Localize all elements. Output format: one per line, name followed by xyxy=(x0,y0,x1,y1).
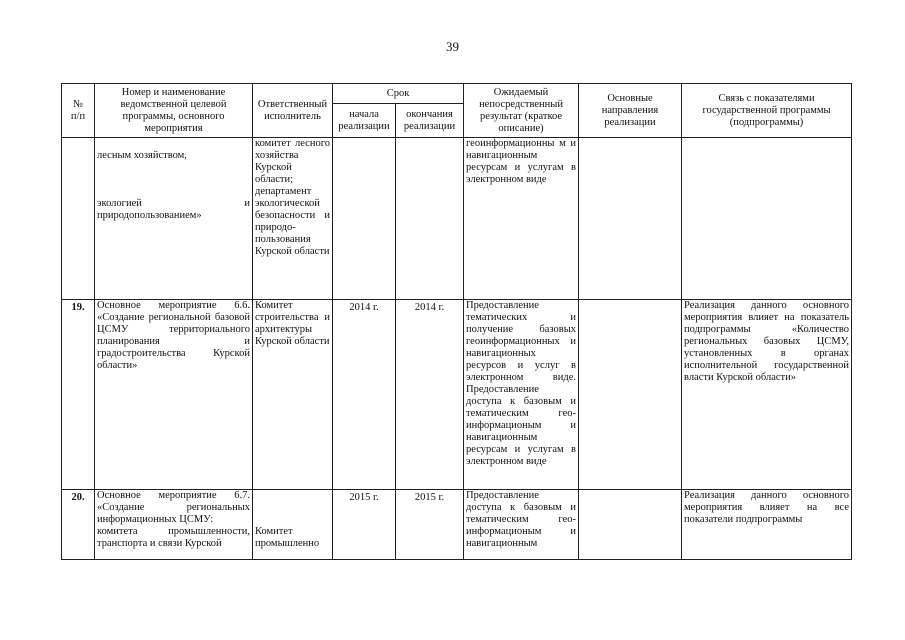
row-number: 20. xyxy=(62,490,95,560)
row-name-part-a: Основное мероприятие 6.7. «Создание региональных информационных ЦСМУ: xyxy=(97,490,250,525)
row-end: 2014 г. xyxy=(396,300,464,490)
table-row xyxy=(62,300,852,490)
program-table xyxy=(61,83,852,560)
row-start: 2015 г. xyxy=(333,490,396,560)
header-directions: Основные направления реализации xyxy=(579,84,682,138)
row-number xyxy=(62,138,95,300)
table-row xyxy=(62,138,852,300)
row-end xyxy=(396,138,464,300)
header-name: Номер и наименование ведомственной целевой программы, основного мероприятия xyxy=(95,84,253,138)
row-directions xyxy=(579,300,682,490)
table-row xyxy=(62,490,852,560)
row-name-part-b: комитета промышленности, транспорта и связи Курской xyxy=(97,526,250,549)
row-end: 2015 г. xyxy=(396,490,464,560)
row-name xyxy=(95,490,253,560)
row-start: 2014 г. xyxy=(333,300,396,490)
row-executor-text: Комитет промышленно xyxy=(255,526,320,549)
row-directions xyxy=(579,490,682,560)
header-end: окончания реализации xyxy=(396,104,464,138)
header-result: Ожидаемый непосредственный результат (краткое описание) xyxy=(464,84,579,138)
row-name-part-a: лесным хозяйством, xyxy=(97,150,187,161)
row-indicators: Реализация данного основного мероприятия влияет на показатель подпрограммы «Количество региональных базовых ЦСМУ, установленных в органах исполнительной государственной власти Курской области» xyxy=(682,300,852,490)
row-result: Предоставление тематических и получение базовых геоинформационных и навигационных ресурсов и услуг в электронном виде. Предоставление доступа к базовым и тематическим гео-информационым и навигационным ресурсам и услугам в электронном виде xyxy=(464,300,579,490)
header-start: начала реализации xyxy=(333,104,396,138)
row-executor: Комитет строительства и архитектуры Курской области xyxy=(253,300,333,490)
row-directions xyxy=(579,138,682,300)
row-indicators xyxy=(682,138,852,300)
page-number: 39 xyxy=(446,39,459,54)
row-name-part-b: экологией и природопользованием» xyxy=(97,198,250,221)
row-name: Основное мероприятие 6.6. «Создание региональной базовой ЦСМУ территориального планирования и градостроительства Курской области» xyxy=(95,300,253,490)
row-executor xyxy=(253,490,333,560)
header-executor: Ответственный исполнитель xyxy=(253,84,333,138)
row-start xyxy=(333,138,396,300)
header-num: № п/п xyxy=(62,84,95,138)
header-term: Срок xyxy=(333,84,464,104)
row-executor: комитет лесного хозяйства Курской области; департамент экологической безопасности и природо-пользования Курской области xyxy=(253,138,333,300)
row-indicators: Реализация данного основного мероприятия влияет на все показатели подпрограммы xyxy=(682,490,852,560)
header-indicators: Связь с показателями государственной программы (подпрограммы) xyxy=(682,84,852,138)
row-result: Предоставление доступа к базовым и тематическим гео-информационым и навигационным xyxy=(464,490,579,560)
row-name xyxy=(95,138,253,300)
row-result: геоинформационны м и навигационным ресурсам и услугам в электронном виде xyxy=(464,138,579,300)
row-number: 19. xyxy=(62,300,95,490)
header-row xyxy=(62,84,852,104)
